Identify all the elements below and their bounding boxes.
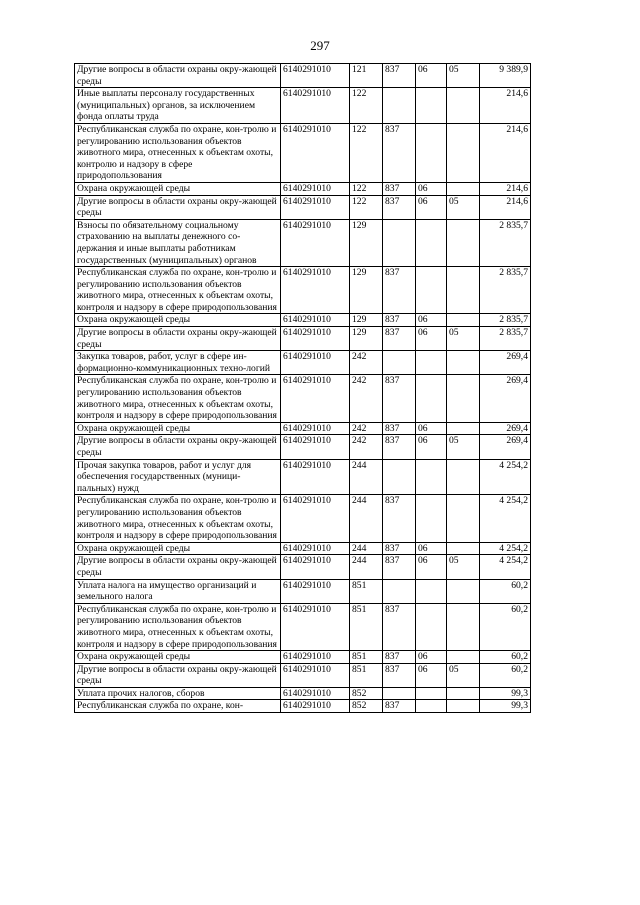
cell-amount: 4 254,2 <box>480 542 531 555</box>
cell-subsection <box>447 88 480 124</box>
table-row <box>75 123 531 182</box>
cell-name: Республиканская служба по охране, кон-тролю и регулированию использования объектов животного мира, отнесенных к объектам охоты, контроля и надзору в сфере природопользования <box>75 495 281 542</box>
budget-table <box>74 63 531 713</box>
cell-admin-code: 837 <box>383 422 416 435</box>
cell-section: 06 <box>416 542 447 555</box>
cell-target-code: 6140291010 <box>281 435 350 459</box>
cell-target-code: 6140291010 <box>281 459 350 495</box>
cell-amount: 60,2 <box>480 651 531 664</box>
cell-subsection: 05 <box>447 195 480 219</box>
cell-target-code: 6140291010 <box>281 579 350 603</box>
cell-name: Республиканская служба по охране, кон-тролю и регулированию использования объектов животного мира, отнесенных к объектам охоты, контроля и надзору в сфере природопользования <box>75 375 281 422</box>
cell-section: 06 <box>416 195 447 219</box>
cell-expense-type: 122 <box>350 88 383 124</box>
cell-target-code: 6140291010 <box>281 267 350 314</box>
cell-section <box>416 267 447 314</box>
cell-target-code: 6140291010 <box>281 495 350 542</box>
cell-admin-code <box>383 219 416 266</box>
cell-name: Другие вопросы в области охраны окру-жающей среды <box>75 435 281 459</box>
cell-admin-code: 837 <box>383 375 416 422</box>
cell-subsection <box>447 267 480 314</box>
cell-subsection <box>447 603 480 650</box>
cell-expense-type: 242 <box>350 435 383 459</box>
cell-admin-code: 837 <box>383 555 416 579</box>
table-row <box>75 542 531 555</box>
cell-admin-code: 837 <box>383 542 416 555</box>
cell-admin-code: 837 <box>383 182 416 195</box>
cell-admin-code <box>383 459 416 495</box>
cell-expense-type: 851 <box>350 663 383 687</box>
cell-admin-code <box>383 579 416 603</box>
cell-subsection <box>447 123 480 182</box>
table-row <box>75 375 531 422</box>
cell-subsection <box>447 700 480 713</box>
cell-section: 06 <box>416 435 447 459</box>
table-row <box>75 651 531 664</box>
cell-admin-code: 837 <box>383 495 416 542</box>
cell-target-code: 6140291010 <box>281 64 350 88</box>
cell-amount: 2 835,7 <box>480 267 531 314</box>
cell-amount: 2 835,7 <box>480 314 531 327</box>
cell-name: Уплата налога на имущество организаций и земельного налога <box>75 579 281 603</box>
cell-expense-type: 851 <box>350 651 383 664</box>
cell-name: Республиканская служба по охране, кон-тролю и регулированию использования объектов животного мира, отнесенных к объектам охоты, контроля и надзору в сфере природопользования <box>75 603 281 650</box>
cell-subsection: 05 <box>447 555 480 579</box>
cell-target-code: 6140291010 <box>281 314 350 327</box>
cell-section <box>416 495 447 542</box>
cell-admin-code: 837 <box>383 603 416 650</box>
table-row <box>75 327 531 351</box>
cell-target-code: 6140291010 <box>281 219 350 266</box>
cell-section: 06 <box>416 422 447 435</box>
cell-expense-type: 122 <box>350 195 383 219</box>
cell-admin-code: 837 <box>383 700 416 713</box>
cell-admin-code: 837 <box>383 314 416 327</box>
cell-section: 06 <box>416 651 447 664</box>
cell-amount: 214,6 <box>480 182 531 195</box>
table-row <box>75 579 531 603</box>
cell-target-code: 6140291010 <box>281 182 350 195</box>
cell-target-code: 6140291010 <box>281 375 350 422</box>
cell-name: Охрана окружающей среды <box>75 182 281 195</box>
cell-amount: 9 389,9 <box>480 64 531 88</box>
cell-expense-type: 851 <box>350 579 383 603</box>
cell-amount: 214,6 <box>480 195 531 219</box>
cell-expense-type: 242 <box>350 422 383 435</box>
cell-target-code: 6140291010 <box>281 327 350 351</box>
cell-subsection <box>447 651 480 664</box>
cell-subsection <box>447 351 480 375</box>
cell-name: Другие вопросы в области охраны окру-жающей среды <box>75 663 281 687</box>
cell-target-code: 6140291010 <box>281 88 350 124</box>
cell-admin-code: 837 <box>383 435 416 459</box>
cell-amount: 2 835,7 <box>480 327 531 351</box>
cell-target-code: 6140291010 <box>281 663 350 687</box>
cell-expense-type: 129 <box>350 267 383 314</box>
table-row <box>75 495 531 542</box>
table-row <box>75 219 531 266</box>
cell-section <box>416 88 447 124</box>
cell-target-code: 6140291010 <box>281 422 350 435</box>
cell-amount: 214,6 <box>480 88 531 124</box>
cell-target-code: 6140291010 <box>281 700 350 713</box>
cell-section <box>416 123 447 182</box>
table-row <box>75 435 531 459</box>
cell-admin-code: 837 <box>383 663 416 687</box>
cell-name: Закупка товаров, работ, услуг в сфере ин-формационно-коммуникационных техно-логий <box>75 351 281 375</box>
cell-amount: 4 254,2 <box>480 459 531 495</box>
cell-expense-type: 129 <box>350 327 383 351</box>
cell-admin-code: 837 <box>383 651 416 664</box>
table-body <box>75 64 531 713</box>
cell-name: Прочая закупка товаров, работ и услуг для обеспечения государственных (муници-пальных) нужд <box>75 459 281 495</box>
cell-amount: 60,2 <box>480 579 531 603</box>
cell-section: 06 <box>416 182 447 195</box>
cell-name: Другие вопросы в области охраны окру-жающей среды <box>75 327 281 351</box>
table-row <box>75 422 531 435</box>
cell-name: Республиканская служба по охране, кон- <box>75 700 281 713</box>
cell-admin-code <box>383 88 416 124</box>
cell-name: Уплата прочих налогов, сборов <box>75 687 281 700</box>
cell-subsection <box>447 375 480 422</box>
cell-amount: 269,4 <box>480 435 531 459</box>
page-number: 297 <box>310 38 330 53</box>
cell-name: Взносы по обязательному социальному страхованию на выплаты денежного со-держания и иные выплаты работникам государственных (муниципальных) органов <box>75 219 281 266</box>
cell-subsection: 05 <box>447 663 480 687</box>
table-row <box>75 459 531 495</box>
cell-target-code: 6140291010 <box>281 555 350 579</box>
cell-section <box>416 687 447 700</box>
cell-admin-code: 837 <box>383 327 416 351</box>
table-row <box>75 700 531 713</box>
cell-admin-code <box>383 687 416 700</box>
cell-subsection <box>447 459 480 495</box>
cell-section: 06 <box>416 314 447 327</box>
cell-expense-type: 244 <box>350 459 383 495</box>
cell-amount: 99,3 <box>480 687 531 700</box>
cell-name: Охрана окружающей среды <box>75 651 281 664</box>
cell-amount: 269,4 <box>480 375 531 422</box>
cell-subsection <box>447 219 480 266</box>
cell-amount: 4 254,2 <box>480 555 531 579</box>
cell-name: Охрана окружающей среды <box>75 542 281 555</box>
cell-expense-type: 242 <box>350 375 383 422</box>
cell-target-code: 6140291010 <box>281 542 350 555</box>
cell-name: Другие вопросы в области охраны окру-жающей среды <box>75 64 281 88</box>
cell-subsection <box>447 422 480 435</box>
cell-admin-code <box>383 351 416 375</box>
cell-expense-type: 242 <box>350 351 383 375</box>
cell-expense-type: 122 <box>350 182 383 195</box>
cell-name: Республиканская служба по охране, кон-тролю и регулированию использования объектов животного мира, отнесенных к объектам охоты, контроля и надзору в сфере природопользования <box>75 267 281 314</box>
cell-expense-type: 122 <box>350 123 383 182</box>
table-row <box>75 64 531 88</box>
cell-expense-type: 244 <box>350 495 383 542</box>
cell-amount: 60,2 <box>480 663 531 687</box>
cell-section: 06 <box>416 555 447 579</box>
table-row <box>75 555 531 579</box>
table-row <box>75 88 531 124</box>
cell-section: 06 <box>416 327 447 351</box>
cell-section <box>416 351 447 375</box>
cell-section: 06 <box>416 64 447 88</box>
cell-name: Другие вопросы в области охраны окру-жающей среды <box>75 195 281 219</box>
cell-section <box>416 375 447 422</box>
cell-subsection <box>447 542 480 555</box>
cell-subsection <box>447 182 480 195</box>
cell-amount: 269,4 <box>480 351 531 375</box>
cell-target-code: 6140291010 <box>281 687 350 700</box>
cell-name: Республиканская служба по охране, кон-тролю и регулированию использования объектов животного мира, отнесенных к объектам охоты, контролю и надзору в сфере природопользования <box>75 123 281 182</box>
cell-target-code: 6140291010 <box>281 651 350 664</box>
cell-name: Охрана окружающей среды <box>75 314 281 327</box>
cell-amount: 4 254,2 <box>480 495 531 542</box>
cell-expense-type: 244 <box>350 542 383 555</box>
cell-amount: 269,4 <box>480 422 531 435</box>
cell-amount: 2 835,7 <box>480 219 531 266</box>
cell-subsection: 05 <box>447 327 480 351</box>
cell-admin-code: 837 <box>383 267 416 314</box>
cell-expense-type: 129 <box>350 314 383 327</box>
cell-section: 06 <box>416 663 447 687</box>
cell-section <box>416 603 447 650</box>
cell-amount: 99,3 <box>480 700 531 713</box>
cell-section <box>416 459 447 495</box>
table-row <box>75 663 531 687</box>
cell-amount: 60,2 <box>480 603 531 650</box>
cell-expense-type: 244 <box>350 555 383 579</box>
table-row <box>75 314 531 327</box>
table-row <box>75 603 531 650</box>
table-row <box>75 195 531 219</box>
cell-subsection <box>447 314 480 327</box>
cell-target-code: 6140291010 <box>281 195 350 219</box>
cell-name: Охрана окружающей среды <box>75 422 281 435</box>
table-row <box>75 687 531 700</box>
cell-subsection <box>447 495 480 542</box>
cell-subsection <box>447 579 480 603</box>
table-row <box>75 267 531 314</box>
cell-subsection: 05 <box>447 435 480 459</box>
cell-section <box>416 700 447 713</box>
cell-section <box>416 579 447 603</box>
cell-amount: 214,6 <box>480 123 531 182</box>
cell-admin-code: 837 <box>383 64 416 88</box>
cell-name: Иные выплаты персоналу государственных (муниципальных) органов, за исключением фонда оплаты труда <box>75 88 281 124</box>
cell-section <box>416 219 447 266</box>
cell-target-code: 6140291010 <box>281 603 350 650</box>
cell-admin-code: 837 <box>383 195 416 219</box>
cell-target-code: 6140291010 <box>281 351 350 375</box>
table-row <box>75 351 531 375</box>
table-row <box>75 182 531 195</box>
cell-name: Другие вопросы в области охраны окру-жающей среды <box>75 555 281 579</box>
cell-expense-type: 852 <box>350 700 383 713</box>
cell-target-code: 6140291010 <box>281 123 350 182</box>
cell-expense-type: 852 <box>350 687 383 700</box>
cell-expense-type: 121 <box>350 64 383 88</box>
cell-expense-type: 129 <box>350 219 383 266</box>
cell-subsection: 05 <box>447 64 480 88</box>
cell-subsection <box>447 687 480 700</box>
cell-admin-code: 837 <box>383 123 416 182</box>
cell-expense-type: 851 <box>350 603 383 650</box>
